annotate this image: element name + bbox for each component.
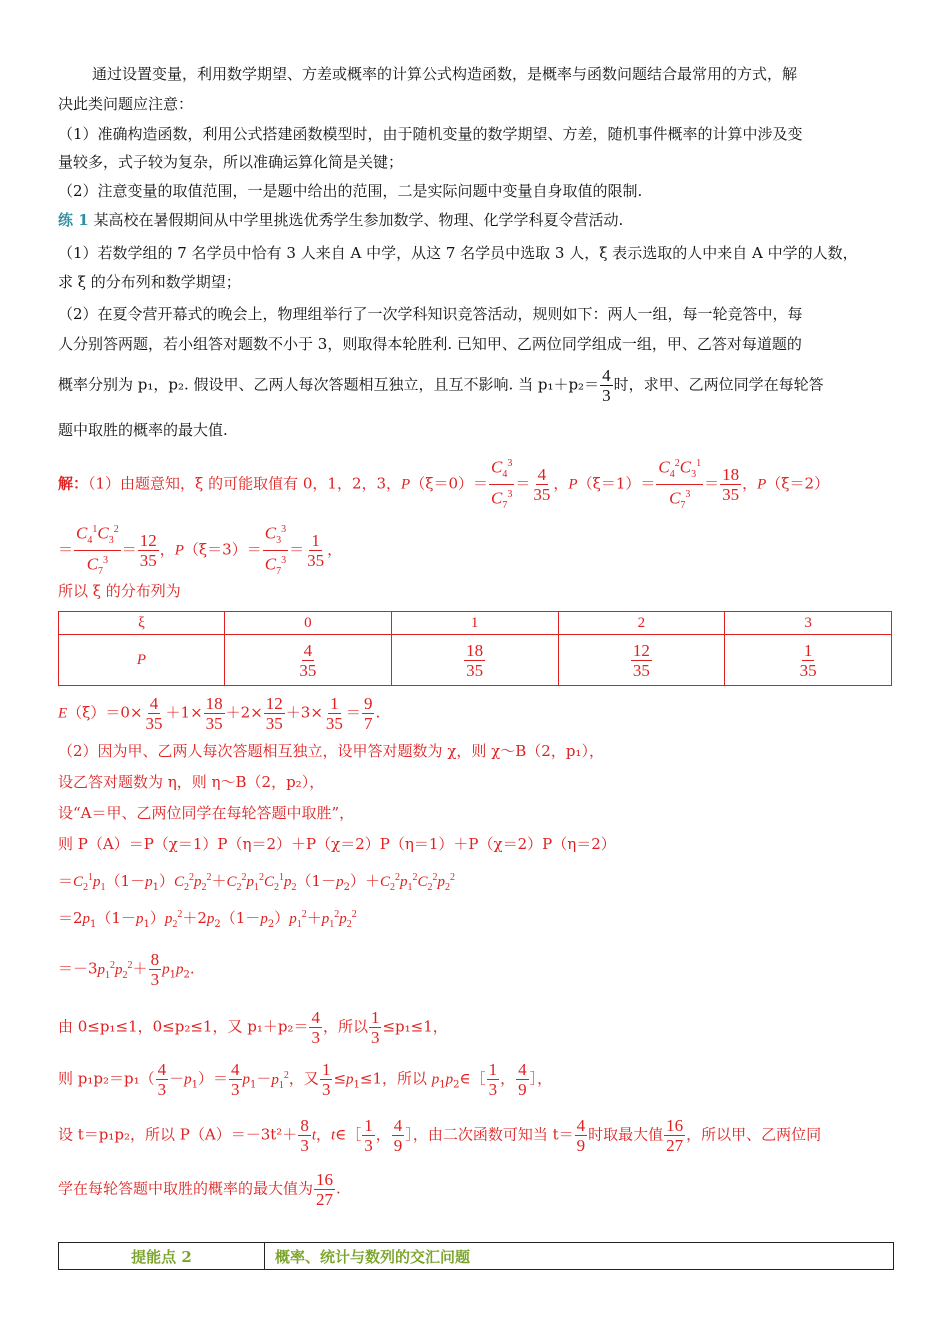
question-2d: 题中取胜的概率的最大值. bbox=[58, 421, 228, 439]
table-header-xi: ξ bbox=[59, 612, 225, 635]
solution-2-line-5: $=C_2^1p_1(1-p_1)C_2^2p_2^2+C_2^2p_1^2C_2^1p_2(1-p_2)+C_2^2p_1^2C_2^2p_2^2$ bbox=[58, 872, 455, 893]
section-tag: 提能点 2 bbox=[59, 1243, 265, 1269]
table-cell: $\frac{12}{35}$ bbox=[558, 635, 725, 686]
table-header-0: 0 bbox=[225, 612, 392, 635]
solution-label: 解： bbox=[58, 474, 89, 493]
table-cell: $\frac{1}{35}$ bbox=[725, 635, 892, 686]
range-line: 由 0≤p₁≤1，0≤p₂≤1，又 p₁＋p₂＝ $\frac{4}{3}$ ，所以 $\frac{1}{3}$ ≤p₁≤1， bbox=[58, 1008, 448, 1047]
intro-line-2: 决此类问题应注意： bbox=[58, 95, 194, 113]
solution-part-1b: ＝ $\frac{C_4^1C_3^2}{C_7^3}$ ＝ $\frac{12}{35}$ ，P（ξ＝3）＝ $\frac{C_3^3}{C_7^3}$ ＝ $\frac{1}{35}$ ， bbox=[58, 520, 342, 581]
question-2b: 人分别答两题，若小组答对题数不小于 3，则取得本轮胜利. 已知甲、乙两位同学组成一组，甲、乙答对每道题的 bbox=[58, 335, 802, 353]
question-1a: （1）若数学组的 7 名学员中恰有 3 人来自 A 中学，从这 7 名学员中选取 3 人，ξ 表示选取的人中来自 A 中学的人数， bbox=[58, 244, 858, 262]
solution-part-1: 解：（1）由题意知，ξ 的可能取值有 0，1，2，3，P（ξ＝0）＝ $\frac{C_4^3}{C_7^3}$ ＝ $\frac{4}{35}$ ，P（ξ＝1）＝ $\frac{C_4^2C_3^1}{C_7^3}$ ＝ $\frac{18}{35}$ ，P（ξ＝2） bbox=[58, 454, 829, 515]
max-line: 设 t＝p₁p₂，所以 P（A）＝－3t²＋ $\frac{8}{3}$ t，t∈［ $\frac{1}{3}$ ， $\frac{4}{9}$ ］，由二次函数可知当 t＝ $\frac{4}{9}$ 时取最大值 $\frac{16}{27}$ ，所以甲、乙两位同 bbox=[58, 1116, 822, 1155]
question-2a: （2）在夏令营开幕式的晚会上，物理组举行了一次学科知识竞答活动，规则如下：两人一组，每一轮竞答中，每 bbox=[58, 305, 803, 323]
table-cell: $\frac{4}{35}$ bbox=[225, 635, 392, 686]
exercise-stem-line bbox=[58, 210, 623, 230]
solution-2-line-7: $=-3p_1^2p_2^2+$ $\frac{8}{3}$ $p_1p_2$. bbox=[58, 950, 195, 989]
section-title: 概率、统计与数列的交汇问题 bbox=[275, 1247, 471, 1266]
intro-point-2: （2）注意变量的取值范围，一是题中给出的范围，二是实际问题中变量自身取值的限制. bbox=[58, 182, 643, 200]
solution-2-line-4: 则 P（A）＝P（χ＝1）P（η＝2）＋P（χ＝2）P（η＝1）＋P（χ＝2）P（η＝2） bbox=[58, 835, 616, 853]
intro-point-1b: 量较多，式子较为复杂，所以准确运算化简是关键； bbox=[58, 153, 404, 171]
table-cell: $\frac{18}{35}$ bbox=[391, 635, 558, 686]
solution-2-line-1: （2）因为甲、乙两人每次答题相互独立，设甲答对题数为 χ，则 χ～B（2，p₁）， bbox=[58, 742, 604, 760]
table-header-3: 3 bbox=[725, 612, 892, 635]
intro-line-1: 通过设置变量，利用数学期望、方差或概率的计算公式构造函数，是概率与函数问题结合最常用的方式，解 bbox=[92, 65, 798, 83]
solution-2-line-6: $=2p_1(1-p_1)p_2^2+2p_2(1-p_2)p_1^2+p_1^2p_2^2$ bbox=[58, 909, 357, 930]
product-line: 则 p₁p₂＝p₁（ $\frac{4}{3}$ $-p_1)=$ $\frac{4}{3}$ $p_1-p_1^2$，又 $\frac{1}{3}$ $\le p_1\le 1$，所以 $p_1p_2\in[$ $\frac{1}{3}$ ， $\frac{4}{9}$ ］， bbox=[58, 1060, 553, 1099]
solution-2-line-3: 设“A＝甲、乙两位同学在每轮答题中取胜”， bbox=[58, 804, 355, 822]
question-2c: 概率分别为 p₁，p₂. 假设甲、乙两人每次答题相互独立，且互不影响. 当 p₁＋p₂＝ $\frac{4}{3}$ 时，求甲、乙两位同学在每轮答 bbox=[58, 366, 824, 405]
table-header-1: 1 bbox=[391, 612, 558, 635]
final-line: 学在每轮答题中取胜的概率的最大值为 $\frac{16}{27}$ . bbox=[58, 1170, 341, 1209]
exercise-tag: 练 1 bbox=[58, 211, 89, 229]
distribution-table bbox=[58, 611, 892, 686]
exercise-stem: 某高校在暑假期间从中学里挑选优秀学生参加数学、物理、化学学科夏令营活动. bbox=[93, 211, 624, 229]
fraction-4-3: $\frac{4}{3}$ bbox=[602, 366, 611, 405]
table-header-2: 2 bbox=[558, 612, 725, 635]
distribution-intro: 所以 ξ 的分布列为 bbox=[58, 582, 181, 600]
table-row-label: P bbox=[59, 635, 225, 686]
section-header-box bbox=[58, 1242, 894, 1270]
question-1b: 求 ξ 的分布列和数学期望； bbox=[58, 273, 241, 291]
intro-point-1a: （1）准确构造函数，利用公式搭建函数模型时，由于随机变量的数学期望、方差，随机事件概率的计算中涉及变 bbox=[58, 125, 803, 143]
expectation-line: E（ξ）＝0× $\frac{4}{35}$ ＋1× $\frac{18}{35}$ ＋2× $\frac{12}{35}$ ＋3× $\frac{1}{35}$ ＝ $\frac{9}{7}$ . bbox=[58, 694, 381, 733]
solution-2-line-2: 设乙答对题数为 η，则 η～B（2，p₂）， bbox=[58, 773, 325, 791]
